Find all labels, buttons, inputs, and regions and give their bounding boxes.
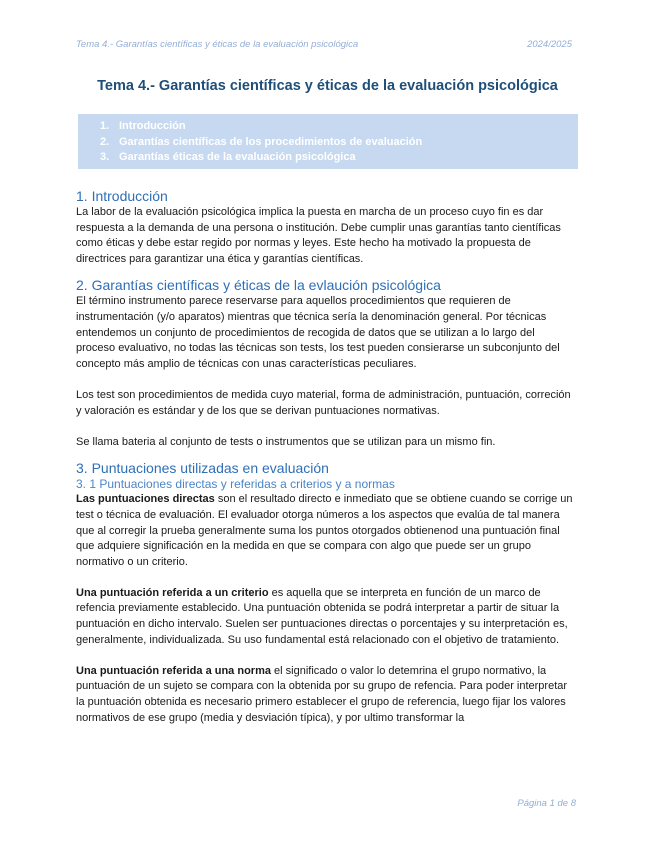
bold-term: Una puntuación referida a un criterio xyxy=(76,586,269,599)
bold-term: Las puntuaciones directas xyxy=(76,493,215,506)
header-title: Tema 4.- Garantías científicas y éticas de la evaluación psicológica xyxy=(76,39,359,50)
toc-item[interactable] xyxy=(100,119,578,135)
bold-term: Una puntuación referida a una norma xyxy=(76,664,271,677)
toc-item-label: Garantías científicas de los procedimientos de evaluación xyxy=(119,135,423,148)
document-title: Tema 4.- Garantías científicas y éticas de la evaluación psicológica xyxy=(97,78,558,94)
section-heading-garantias: 2. Garantías científicas y éticas de la evlaución psicológica xyxy=(76,277,441,294)
toc-item-number: 2. xyxy=(100,135,110,148)
subsection-heading: 3. 1 Puntuaciones directas y referidas a criterios y a normas xyxy=(76,477,395,492)
paragraph: Las puntuaciones directas son el resultado directo e inmediato que se obtiene cuando se corrige un test o técnica de evaluación. El evaluador otorga números a los aspectos que evalúa de tal manera que al corregir la prueba generalmente suma los puntos otorgados obtienenod una puntuación final que adquiere significación en la medida en que se compara con algo que puede ser un grupo normativo o un criterio. xyxy=(76,493,573,568)
toc-item-number: 3. xyxy=(100,151,110,163)
section-heading-puntuaciones: 3. Puntuaciones utilizadas en evaluación xyxy=(76,460,329,477)
paragraph: La labor de la evaluación psicológica implica la puesta en marcha de un proceso cuyo fin es dar respuesta a la demanda de una persona o institución. Debe cumplir unas garantías tanto científicas como éticas y debe estar regido por normas y leyes. Este hecho ha motivado la propuesta de directrices para garantizar una ética y garantías científicas. xyxy=(76,206,561,265)
paragraph: Una puntuación referida a una norma el significado o valor lo detemrina el grupo normativo, la puntuación de un sujeto se compara con la obtenida por su grupo de refencia. Para poder interpretar la puntuación obtenida es necesario primero establecer el grupo de referencia, luego fijar los valores normativos de ese grupo (media y desviación típica), y por ultimo transformar la xyxy=(76,664,568,724)
page-header xyxy=(76,39,572,50)
page-number: Página 1 de 8 xyxy=(517,798,576,809)
paragraph: Los test son procedimientos de medida cuyo material, forma de administración, puntuación, correción y valoración es estándar y de los que se derivan puntuaciones normativas. xyxy=(76,388,571,417)
toc-item-label: Introducción xyxy=(119,120,186,132)
toc-item[interactable] xyxy=(100,135,578,151)
document-body xyxy=(76,187,576,726)
toc-item-number: 1. xyxy=(100,120,110,132)
paragraph: El término instrumento parece reservarse para aquellos procedimientos que requieren de instrumentación (y/o aparatos) mientras que técnica sería la denominación general. Por técnicas entendemos un conjunto de procedimientos de recogida de datos que se utilizan a lo largo del proceso evaluativo, no todas las técnicas son tests, los test pueden consierarse un subconjunto del concepto más amplio de técnicas con unas características peculiares. xyxy=(76,295,560,370)
paragraph: Una puntuación referida a un criterio es aquella que se interpreta en función de un marco de refencia previamente establecido. Una puntuación obtenida se podrá interpretar a partir de situar la puntuación en dicho intervalo. Suelen ser puntuaciones directas o porcentajes y su interpretación es, generalmente, individualizada. Su uso fundamental está relacionado con el objetivo de tratamiento. xyxy=(76,586,568,646)
table-of-contents xyxy=(78,114,578,169)
paragraph: Se llama bateria al conjunto de tests o instrumentos que se utilizan para un mismo fin. xyxy=(76,435,496,448)
header-year: 2024/2025 xyxy=(527,39,572,50)
section-heading-introduccion: 1. Introducción xyxy=(76,188,168,204)
toc-item[interactable] xyxy=(100,150,578,166)
toc-item-label: Garantías éticas de la evaluación psicológica xyxy=(119,151,356,163)
